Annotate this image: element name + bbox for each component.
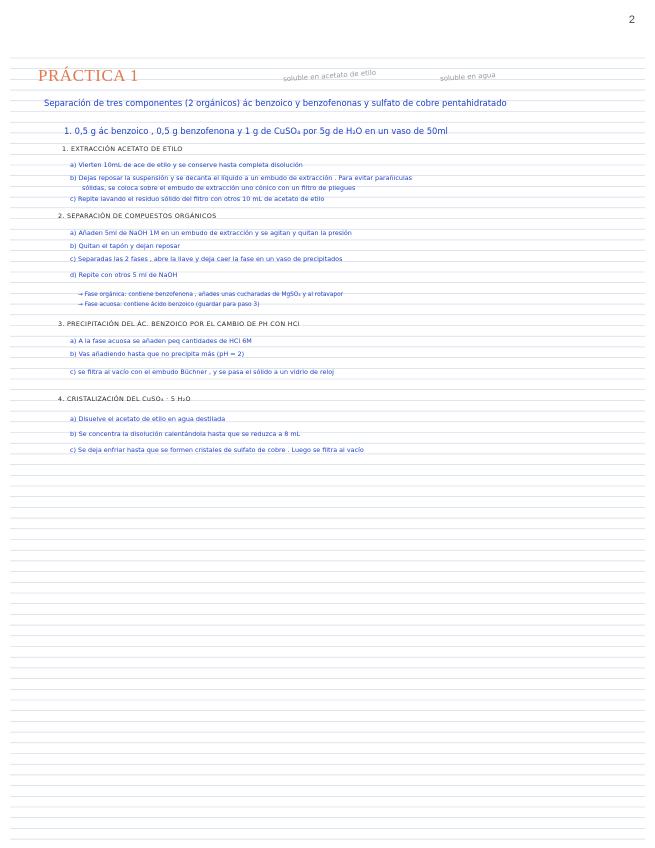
page-title: PRÁCTICA 1 bbox=[38, 66, 139, 85]
section-1-item-b: b) Dejas reposar la suspensión y se decanta el líquido a un embudo de extracción . Para evitar parañiculas bbox=[70, 174, 412, 182]
section-2-item-b: b) Quitan el tapón y dejan reposar bbox=[70, 242, 180, 250]
section-2-heading: 2. SEPARACIÓN DE COMPUESTOS ORGÁNICOS bbox=[58, 212, 217, 220]
section-2-note-organic: → Fase orgánica: contiene benzofenona , añades unas cucharadas de MgSO₄ y al rotavapor bbox=[78, 292, 344, 298]
intro-line: Separación de tres componentes (2 orgánicos) ác benzoico y benzofenonas y sulfato de cobre pentahidratado bbox=[44, 98, 507, 108]
section-2-item-d: d) Repite con otros 5 ml de NaOH bbox=[70, 271, 178, 279]
section-4-item-a: a) Disuelve el acetato de etilo en agua destilada bbox=[70, 415, 226, 423]
section-2-note-aqueous: → Fase acuosa: contiene ácido benzoico (guardar para paso 3) bbox=[78, 302, 260, 308]
section-3-item-c: c) se filtra al vacío con el embudo Büchner , y se pasa el sólido a un vidrio de reloj bbox=[70, 368, 334, 376]
section-3-item-a: a) A la fase acuosa se añaden peq cantidades de HCl 6M bbox=[70, 337, 252, 345]
aside-note-water: soluble en agua bbox=[439, 71, 496, 83]
section-2-item-a: a) Añaden 5ml de NaOH 1M en un embudo de extracción y se agitan y quitan la presión bbox=[70, 229, 352, 237]
section-1-heading: 1. EXTRACCIÓN ACETATO DE ETILO bbox=[62, 145, 183, 153]
section-4-item-c: c) Se deja enfriar hasta que se formen cristales de sulfato de cobre . Luego se filtra al vacío bbox=[70, 446, 364, 454]
section-1-item-b-cont: sólidas, se coloca sobre el embudo de extracción uno cónico con un filtro de pliegues bbox=[82, 184, 356, 192]
section-2-item-c: c) Separadas las 2 fases , abre la llave y deja caer la fase en un vaso de precipitados bbox=[70, 255, 343, 263]
page-number: 2 bbox=[628, 14, 635, 26]
section-4-item-b: b) Se concentra la disolución calentándola hasta que se reduzca a 8 mL bbox=[70, 430, 301, 438]
section-1-item-c: c) Repite lavando el residuo sólido del filtro con otros 10 mL de acetato de etilo bbox=[70, 195, 325, 203]
section-3-heading: 3. PRECIPITACIÓN DEL ÁC. BENZOICO POR EL CAMBIO DE PH CON HCl bbox=[58, 320, 300, 328]
section-1-item-a: a) Vierten 10mL de ace de etilo y se conserve hasta completa disolución bbox=[70, 161, 303, 169]
aside-note-ethyl-acetate: soluble en acetato de etilo bbox=[282, 68, 377, 84]
step-1-line: 1. 0,5 g ác benzoico , 0,5 g benzofenona y 1 g de CuSO₄ por 5g de H₂O en un vaso de 50ml bbox=[64, 126, 448, 136]
section-4-heading: 4. CRISTALIZACIÓN DEL CuSO₄ · 5 H₂O bbox=[58, 395, 191, 403]
section-3-item-b: b) Vas añadiendo hasta que no precipita más (pH = 2) bbox=[70, 350, 245, 358]
